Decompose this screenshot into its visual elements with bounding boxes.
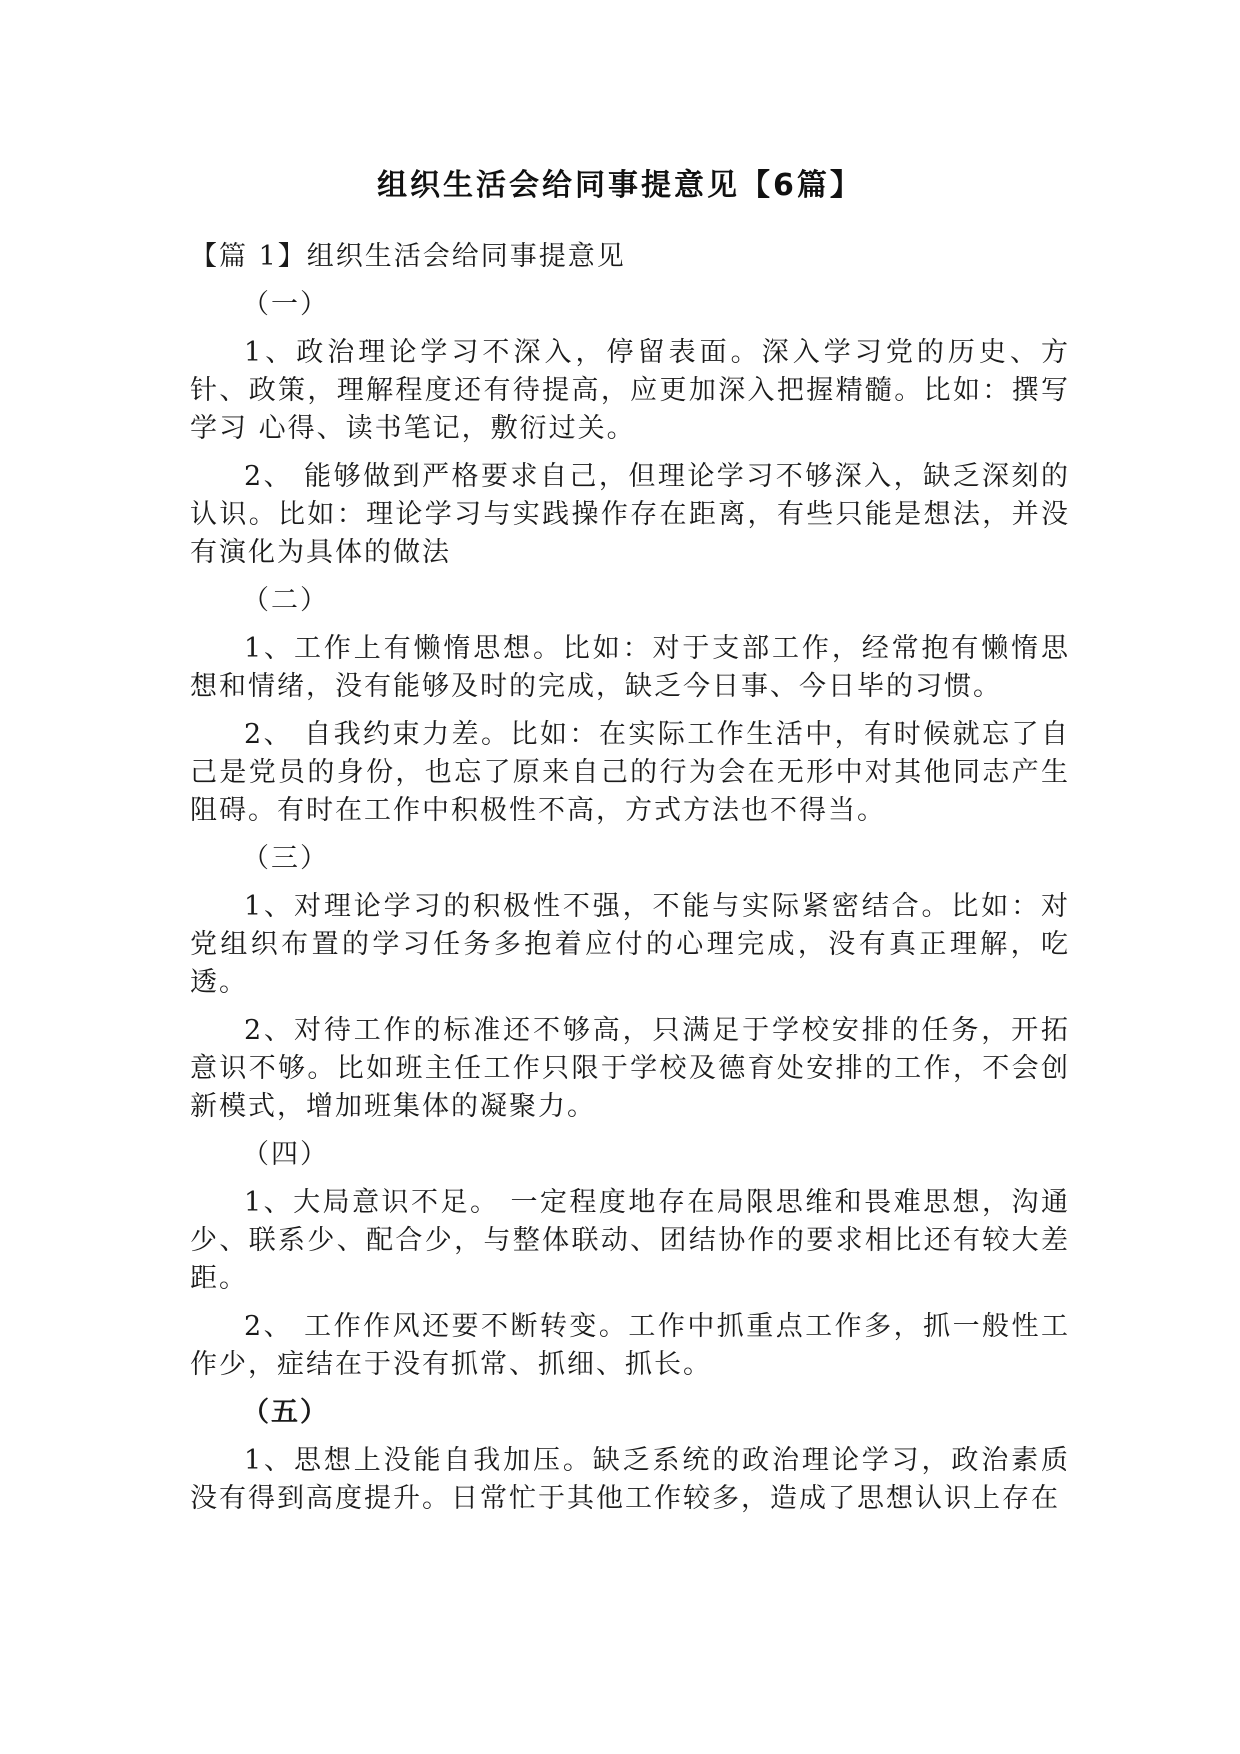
document-title: 组织生活会给同事提意见【6篇】: [377, 168, 863, 203]
document-body: [190, 238, 1070, 1528]
paragraph: 2、 工作作风还要不断转变。工作中抓重点工作多，抓一般性工 作少，症结在于没有抓常、抓细、抓长。: [190, 1311, 1070, 1380]
section-label-2: （二）: [242, 585, 329, 616]
section-label-1: （一）: [242, 289, 329, 320]
paragraph: 1、大局意识不足。 一定程度地存在局限思维和畏难思想，沟通 少、联系少、配合少，与整体联动、团结协作的要求相比还有较大差 距。: [190, 1187, 1070, 1294]
section-label-4: （四）: [242, 1139, 329, 1170]
paragraph: 2、 自我约束力差。比如：在实际工作生活中，有时候就忘了自 己是党员的身份，也忘了原来自己的行为会在无形中对其他同志产生 阻碍。有时在工作中积极性不高，方式方法也不得当。: [190, 719, 1070, 826]
paragraph: 2、 能够做到严格要求自己，但理论学习不够深入，缺乏深刻的 认识。比如：理论学习与实践操作存在距离，有些只能是想法，并没 有演化为具体的做法: [190, 461, 1070, 568]
section-label-3: （三）: [242, 843, 329, 874]
article-heading: 【篇 1】组织生活会给同事提意见: [190, 241, 626, 272]
paragraph: 1、政治理论学习不深入，停留表面。深入学习党的历史、方针、政策，理解程度还有待提高，应更加深入把握精髓。比如：撰写学习 心得、读书笔记，敷衍过关。: [190, 337, 1070, 444]
section-label-5: （五）: [242, 1397, 329, 1428]
paragraph: 1、对理论学习的积极性不强，不能与实际紧密结合。比如：对党组织布置的学习任务多抱着应付的心理完成，没有真正理解，吃透。: [190, 891, 1070, 998]
paragraph: 1、工作上有懒惰思想。比如：对于支部工作，经常抱有懒惰思想和情绪，没有能够及时的完成，缺乏今日事、今日毕的习惯。: [190, 633, 1070, 702]
paragraph: 1、思想上没能自我加压。缺乏系统的政治理论学习，政治素质没有得到高度提升。日常忙于其他工作较多，造成了思想认识上存在: [190, 1445, 1070, 1514]
paragraph: 2、对待工作的标准还不够高，只满足于学校安排的任务，开拓意识不够。比如班主任工作只限于学校及德育处安排的工作，不会创新模式，增加班集体的凝聚力。: [190, 1015, 1070, 1122]
